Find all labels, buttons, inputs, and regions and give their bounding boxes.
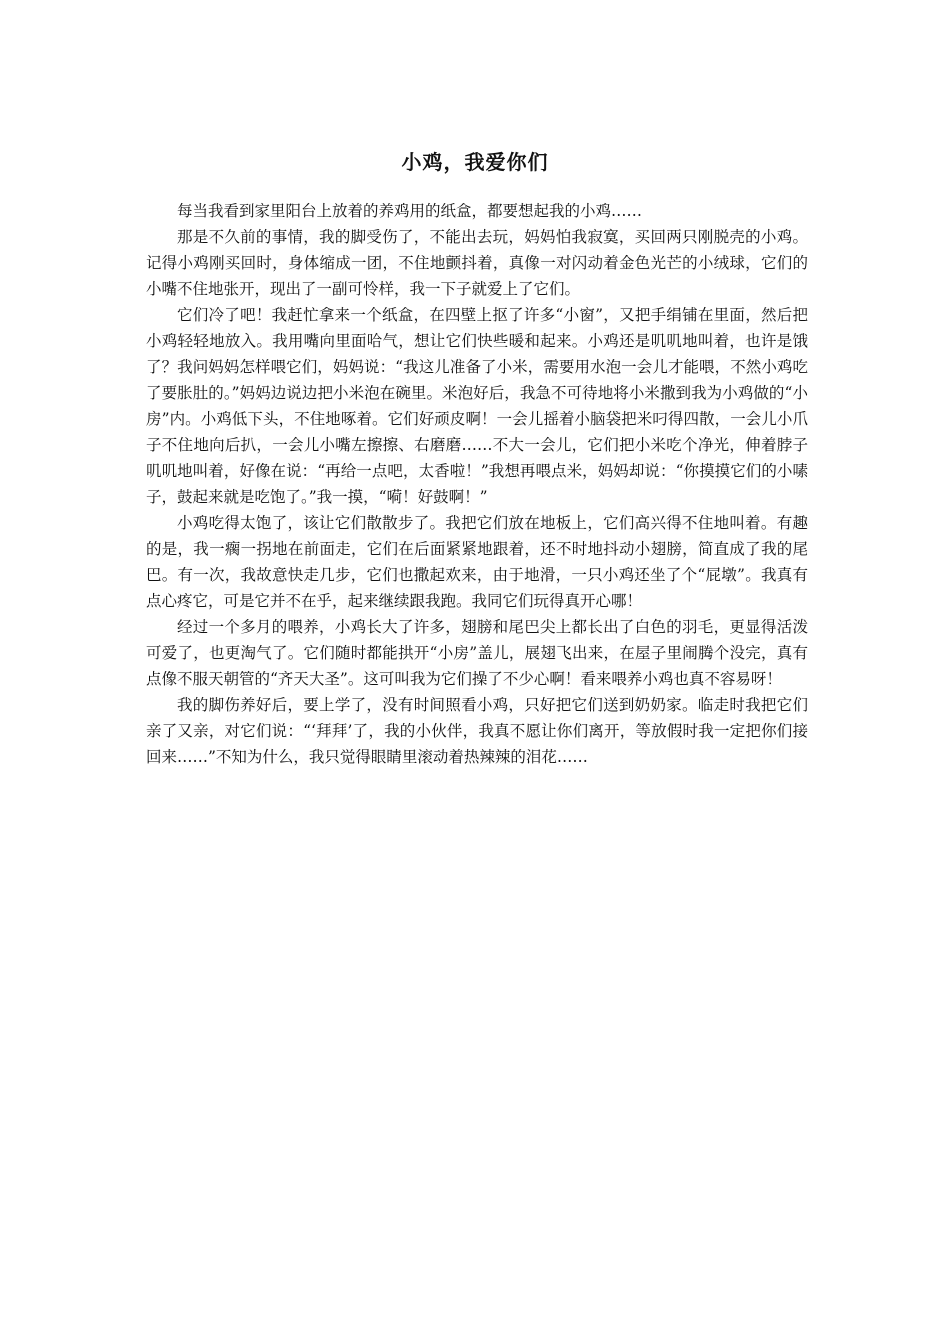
document-body: [146, 198, 808, 770]
paragraph: 它们冷了吧！我赶忙拿来一个纸盒，在四壁上抠了许多“小窗”，又把手绢铺在里面，然后把小鸡轻轻地放入。我用嘴向里面哈气，想让它们快些暖和起来。小鸡还是叽叽地叫着，也许是饿了？我问妈妈怎样喂它们，妈妈说：“我这儿准备了小米，需要用水泡一会儿才能喂，不然小鸡吃了要胀肚的。”妈妈边说边把小米泡在碗里。米泡好后，我急不可待地将小米撒到我为小鸡做的“小房”内。小鸡低下头，不住地啄着。它们好顽皮啊！一会儿摇着小脑袋把米叼得四散，一会儿小爪子不住地向后扒，一会儿小嘴左擦擦、右磨磨……不大一会儿，它们把小米吃个净光，伸着脖子叽叽地叫着，好像在说：“再给一点吧，太香啦！”我想再喂点米，妈妈却说：“你摸摸它们的小嗉子，鼓起来就是吃饱了。”我一摸，“嗬！好鼓啊！”: [146, 306, 808, 506]
paragraph: 每当我看到家里阳台上放着的养鸡用的纸盒，都要想起我的小鸡……: [177, 202, 643, 220]
document-title: 小鸡，我爱你们: [401, 150, 549, 174]
paragraph: 那是不久前的事情，我的脚受伤了，不能出去玩，妈妈怕我寂寞，买回两只刚脱壳的小鸡。记得小鸡刚买回时，身体缩成一团，不住地颤抖着，真像一对闪动着金色光芒的小绒球，它们的小嘴不住地张开，现出了一副可怜样，我一下子就爱上了它们。: [146, 228, 808, 298]
paragraph: 经过一个多月的喂养，小鸡长大了许多，翅膀和尾巴尖上都长出了白色的羽毛，更显得活泼可爱了，也更淘气了。它们随时都能拱开“小房”盖儿，展翅飞出来，在屋子里闹腾个没完，真有点像不服天朝管的“齐天大圣”。这可叫我为它们操了不少心啊！看来喂养小鸡也真不容易呀！: [146, 618, 808, 688]
paragraph: 小鸡吃得太饱了，该让它们散散步了。我把它们放在地板上，它们高兴得不住地叫着。有趣的是，我一瘸一拐地在前面走，它们在后面紧紧地跟着，还不时地抖动小翅膀，简直成了我的尾巴。有一次，我故意快走几步，它们也撒起欢来，由于地滑，一只小鸡还坐了个“屁墩”。我真有点心疼它，可是它并不在乎，起来继续跟我跑。我同它们玩得真开心哪！: [146, 514, 808, 610]
paragraph: 我的脚伤养好后，要上学了，没有时间照看小鸡，只好把它们送到奶奶家。临走时我把它们亲了又亲，对它们说：“‘拜拜’了，我的小伙伴，我真不愿让你们离开，等放假时我一定把你们接回来……”不知为什么，我只觉得眼睛里滚动着热辣辣的泪花……: [146, 696, 808, 766]
